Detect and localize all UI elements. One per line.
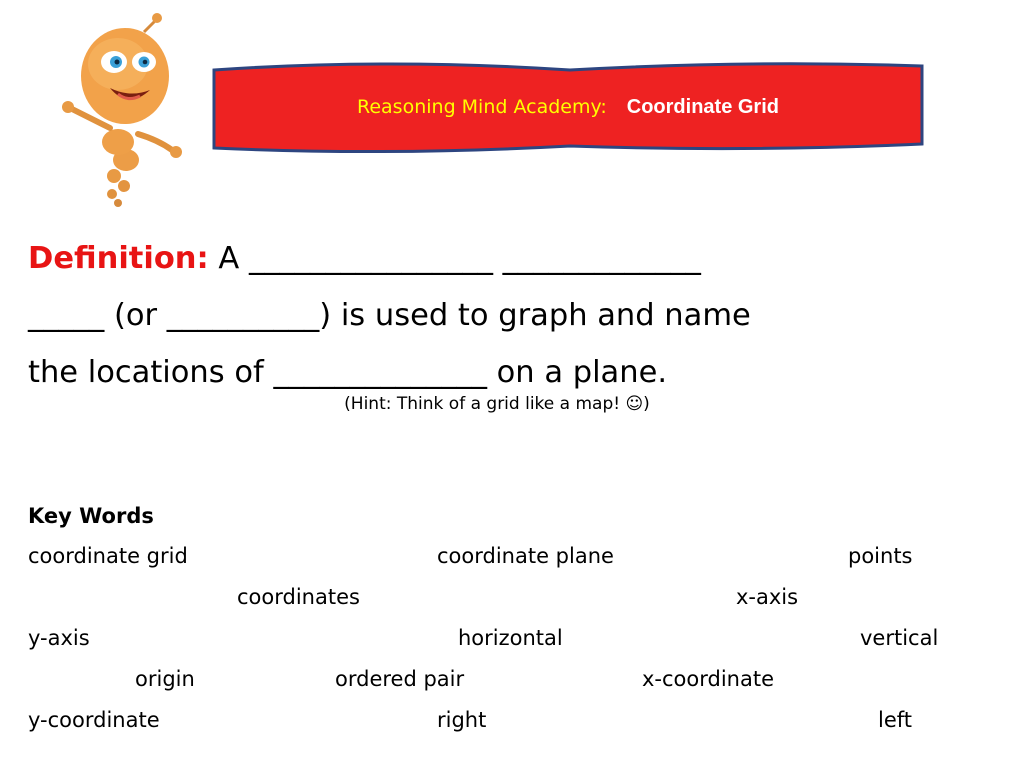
key-word: left xyxy=(878,708,913,732)
definition-line-3: the locations of ______________ on a plane. xyxy=(28,355,668,390)
key-word: y-axis xyxy=(28,626,90,650)
key-word: points xyxy=(848,544,913,568)
definition-line-2: _____ (or __________) is used to graph and name xyxy=(28,298,751,333)
key-word: vertical xyxy=(860,626,939,650)
key-word: horizontal xyxy=(458,626,563,650)
key-word: coordinate plane xyxy=(437,544,614,568)
key-words-title: Key Words xyxy=(28,504,154,528)
key-word: right xyxy=(437,708,487,732)
definition-text-1: A ________________ _____________ xyxy=(208,241,701,276)
definition-line-1 xyxy=(28,230,998,287)
key-word: coordinate grid xyxy=(28,544,188,568)
header-banner xyxy=(208,56,928,158)
key-word: origin xyxy=(135,667,195,691)
key-word: y-coordinate xyxy=(28,708,160,732)
cartoon-mascot-icon xyxy=(40,10,200,210)
banner-org-name: Reasoning Mind Academy: xyxy=(357,96,607,118)
key-word: x-coordinate xyxy=(642,667,775,691)
key-word: ordered pair xyxy=(335,667,465,691)
definition-block xyxy=(28,230,998,401)
definition-label: Definition: xyxy=(28,241,209,276)
key-word: x-axis xyxy=(736,585,799,609)
key-word: coordinates xyxy=(237,585,360,609)
mascot-image xyxy=(40,10,200,210)
banner-topic-title: Coordinate Grid xyxy=(626,95,779,118)
definition-hint: (Hint: Think of a grid like a map! ☺) xyxy=(344,394,650,414)
